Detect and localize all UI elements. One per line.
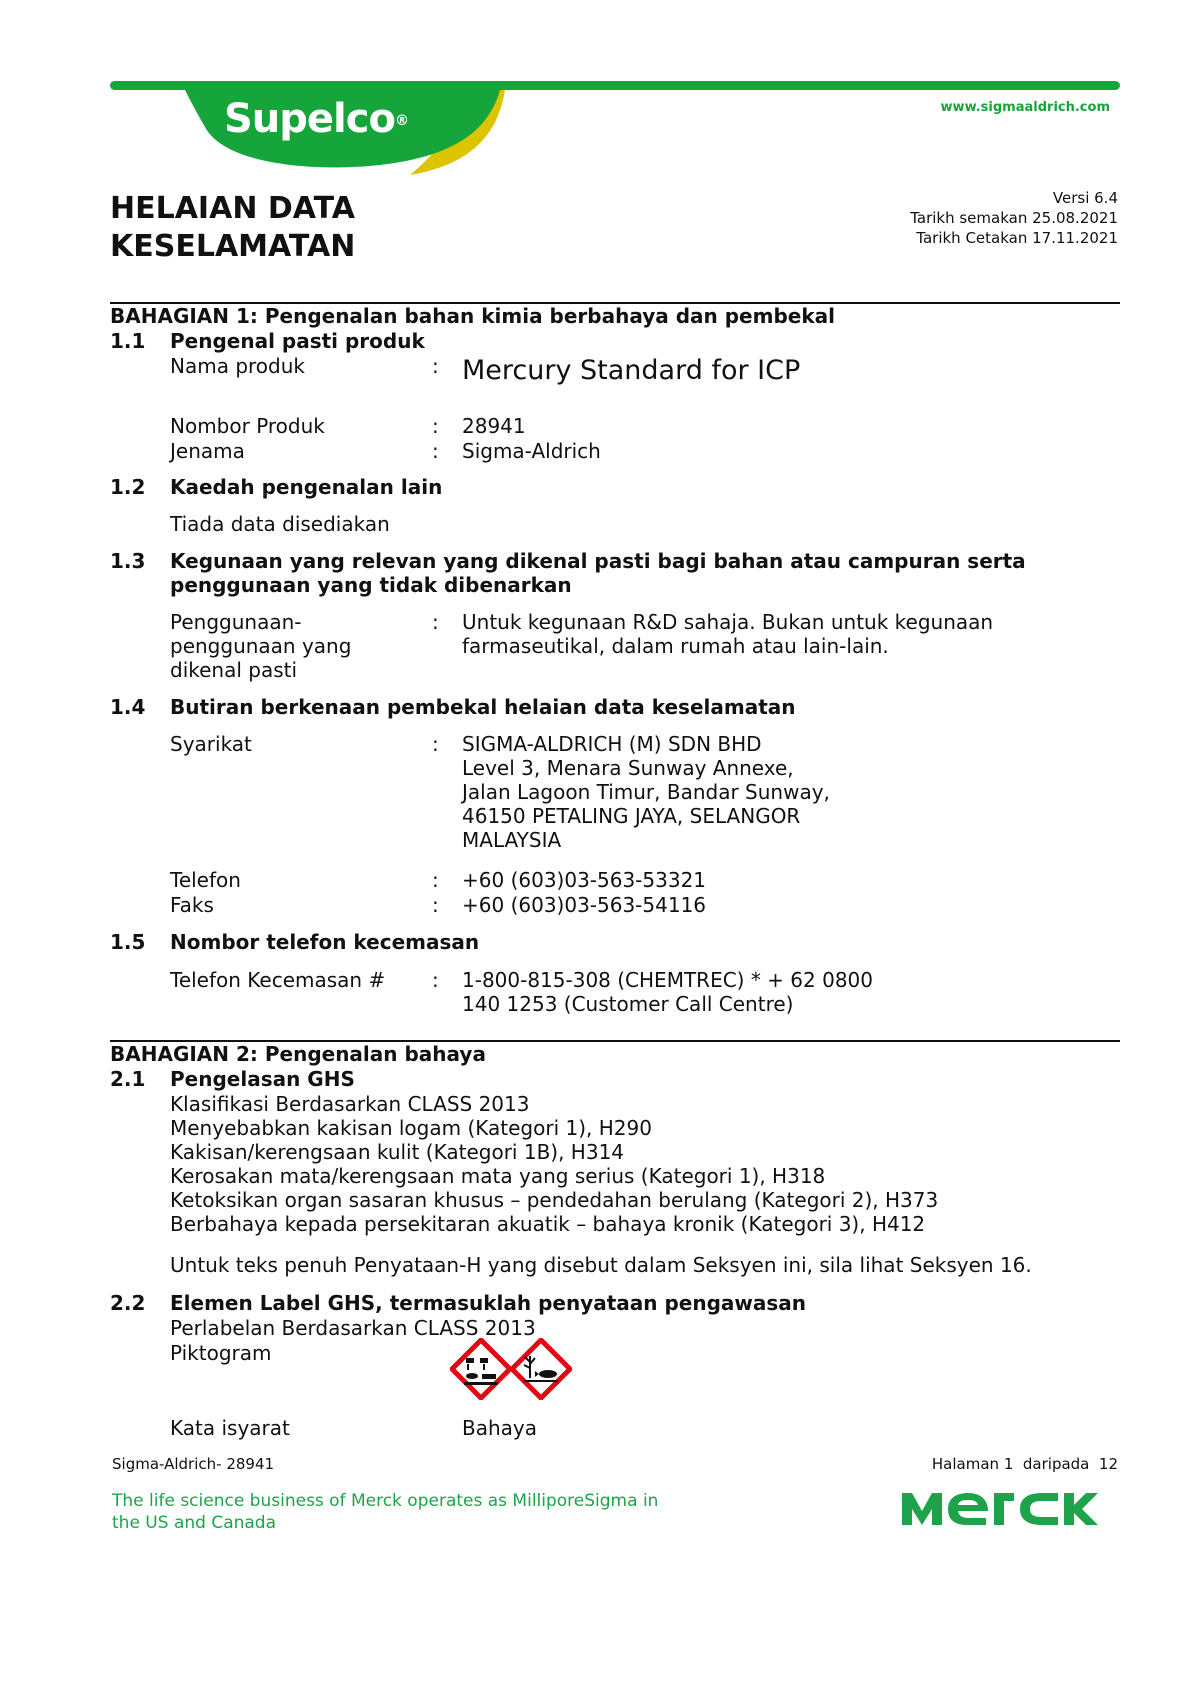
pictogram-label: Piktogram xyxy=(170,1341,272,1365)
product-name-value: Mercury Standard for ICP xyxy=(462,355,801,386)
fax-value: +60 (603)03-563-54116 xyxy=(462,893,707,917)
subsection-number: 1.5 xyxy=(110,930,146,954)
tagline-line: the US and Canada xyxy=(112,1513,277,1533)
document-meta xyxy=(910,188,1118,248)
classification-line: Berbahaya kepada persekitaran akuatik – bahaya kronik (Kategori 3), H412 xyxy=(170,1212,926,1236)
colon: : xyxy=(432,439,439,463)
footer-product-ref: Sigma-Aldrich- 28941 xyxy=(112,1455,275,1473)
other-identification-text: Tiada data disediakan xyxy=(170,512,390,536)
colon: : xyxy=(432,732,439,756)
registered-mark: ® xyxy=(394,113,408,129)
company-label: Syarikat xyxy=(170,732,252,756)
uses-label-line: Penggunaan- xyxy=(170,610,302,634)
signal-word-label: Kata isyarat xyxy=(170,1416,290,1440)
brand-value: Sigma-Aldrich xyxy=(462,439,601,463)
supelco-brand-name: Supelco® xyxy=(224,96,408,142)
colon: : xyxy=(432,354,439,378)
subsection-title: Elemen Label GHS, termasuklah penyataan pengawasan xyxy=(170,1291,807,1315)
product-number-label: Nombor Produk xyxy=(170,414,325,438)
classification-line: Kakisan/kerengsaan kulit (Kategori 1B), H314 xyxy=(170,1140,625,1164)
address-line: 46150 PETALING JAYA, SELANGOR xyxy=(462,804,801,828)
colon: : xyxy=(432,868,439,892)
address-line: MALAYSIA xyxy=(462,828,562,852)
document-title-line1: HELAIAN DATA xyxy=(110,191,356,226)
merck-logo xyxy=(900,1485,1120,1529)
uses-value-line: farmaseutikal, dalam rumah atau lain-lain. xyxy=(462,634,889,658)
product-name-label: Nama produk xyxy=(170,354,305,378)
document-title-line2: KESELAMATAN xyxy=(110,229,356,264)
phone-label: Telefon xyxy=(170,868,241,892)
subsection-number: 1.1 xyxy=(110,329,146,353)
address-line: Level 3, Menara Sunway Annexe, xyxy=(462,756,794,780)
subsection-number: 1.2 xyxy=(110,475,146,499)
subsection-title-line: penggunaan yang tidak dibenarkan xyxy=(170,573,572,597)
uses-value xyxy=(462,610,993,658)
print-date: Tarikh Cetakan 17.11.2021 xyxy=(916,229,1118,247)
colon: : xyxy=(432,968,439,992)
environment-pictogram xyxy=(510,1338,572,1400)
section-1-heading: BAHAGIAN 1: Pengenalan bahan kimia berbahaya dan pembekal xyxy=(110,304,835,328)
document-title xyxy=(110,190,355,266)
corrosion-pictogram xyxy=(450,1338,512,1400)
ghs-classification-list xyxy=(170,1092,938,1236)
subsection-title xyxy=(170,549,1026,597)
address-line: Jalan Lagoon Timur, Bandar Sunway, xyxy=(462,780,830,804)
company-address xyxy=(462,732,830,852)
version: Versi 6.4 xyxy=(1052,189,1118,207)
colon: : xyxy=(432,610,439,634)
emergency-phone-line: 140 1253 (Customer Call Centre) xyxy=(462,992,794,1016)
fax-label: Faks xyxy=(170,893,214,917)
website-link[interactable]: www.sigmaaldrich.com xyxy=(940,100,1110,115)
classification-line: Klasifikasi Berdasarkan CLASS 2013 xyxy=(170,1092,530,1116)
footer-tagline xyxy=(112,1490,658,1534)
signal-word-value: Bahaya xyxy=(462,1416,537,1440)
emergency-phone-label: Telefon Kecemasan # xyxy=(170,968,386,992)
classification-line: Menyebabkan kakisan logam (Kategori 1), H290 xyxy=(170,1116,652,1140)
brand-label: Jenama xyxy=(170,439,245,463)
revision-date: Tarikh semakan 25.08.2021 xyxy=(910,209,1118,227)
labelling-basis: Perlabelan Berdasarkan CLASS 2013 xyxy=(170,1316,536,1340)
subsection-title: Nombor telefon kecemasan xyxy=(170,930,480,954)
uses-label-line: penggunaan yang xyxy=(170,634,352,658)
address-line: SIGMA-ALDRICH (M) SDN BHD xyxy=(462,732,762,756)
tagline-line: The life science business of Merck operates as MilliporeSigma in xyxy=(112,1491,659,1511)
uses-label xyxy=(170,610,351,682)
classification-line: Kerosakan mata/kerengsaan mata yang serius (Kategori 1), H318 xyxy=(170,1164,826,1188)
uses-label-line: dikenal pasti xyxy=(170,658,298,682)
colon: : xyxy=(432,893,439,917)
subsection-title: Butiran berkenaan pembekal helaian data keselamatan xyxy=(170,695,796,719)
subsection-number: 1.3 xyxy=(110,549,146,573)
phone-value: +60 (603)03-563-53321 xyxy=(462,868,707,892)
classification-line: Ketoksikan organ sasaran khusus – pendedahan berulang (Kategori 2), H373 xyxy=(170,1188,939,1212)
subsection-title: Kaedah pengenalan lain xyxy=(170,475,443,499)
subsection-number: 2.1 xyxy=(110,1067,146,1091)
emergency-phone-line: 1-800-815-308 (CHEMTREC) * + 62 0800 xyxy=(462,968,874,992)
emergency-phone-value xyxy=(462,968,873,1016)
colon: : xyxy=(432,414,439,438)
h-statement-note: Untuk teks penuh Penyataan-H yang disebut dalam Seksyen ini, sila lihat Seksyen 16. xyxy=(170,1253,1032,1277)
uses-value-line: Untuk kegunaan R&D sahaja. Bukan untuk kegunaan xyxy=(462,610,994,634)
subsection-number: 2.2 xyxy=(110,1291,146,1315)
subsection-title: Pengelasan GHS xyxy=(170,1067,355,1091)
product-number-value: 28941 xyxy=(462,414,526,438)
section-2-heading: BAHAGIAN 2: Pengenalan bahaya xyxy=(110,1042,486,1066)
subsection-number: 1.4 xyxy=(110,695,146,719)
subsection-title: Pengenal pasti produk xyxy=(170,329,425,353)
subsection-title-line: Kegunaan yang relevan yang dikenal pasti bagi bahan atau campuran serta xyxy=(170,549,1026,573)
page-number: Halaman 1 daripada 12 xyxy=(931,1455,1118,1473)
